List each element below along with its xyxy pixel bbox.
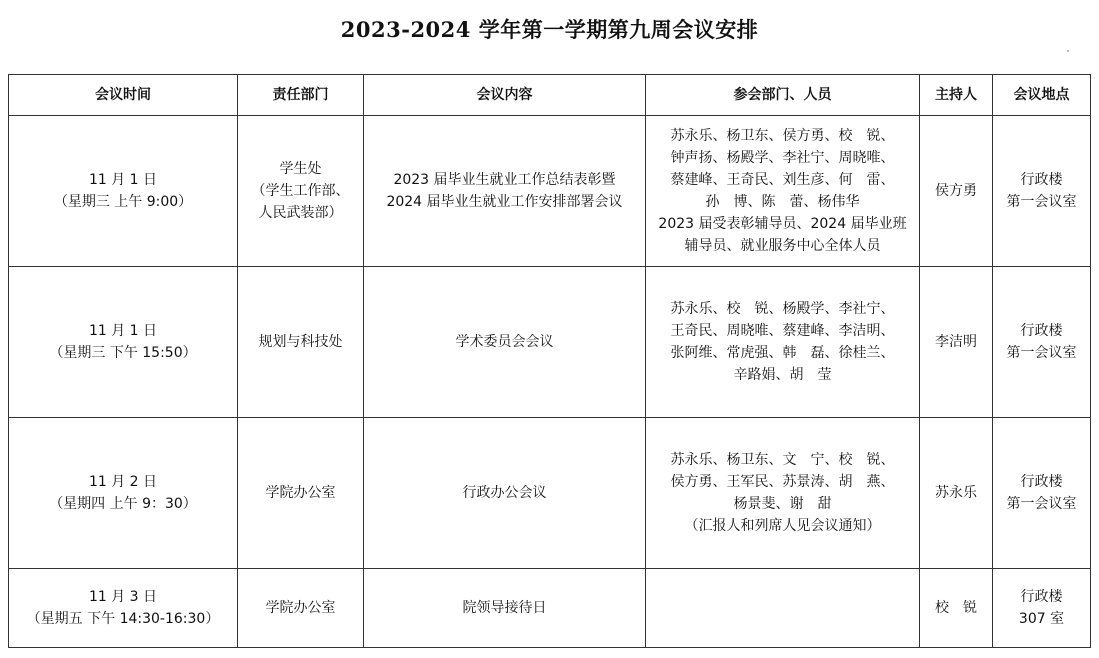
meeting-time-cell <box>9 116 238 267</box>
attendees-line: 孙 博、陈 蕾、杨伟华 <box>705 194 860 210</box>
attendees-line: 王奇民、周晓唯、蔡建峰、李洁明、 <box>670 323 895 339</box>
host-cell: 侯方勇 <box>920 116 993 267</box>
meeting-date: 11 月 1 日 <box>88 172 158 188</box>
location-line: 行政楼 <box>1020 589 1063 605</box>
meeting-time-cell <box>9 267 238 418</box>
content-line: 2024 届毕业生就业工作安排部署会议 <box>386 194 623 210</box>
content-line: 学术委员会会议 <box>455 334 554 350</box>
location-line: 行政楼 <box>1020 172 1063 188</box>
attendees-line: 苏永乐、杨卫东、文 宁、校 锐、 <box>670 452 895 468</box>
decorative-dot <box>1067 50 1069 52</box>
location-cell <box>993 116 1091 267</box>
meeting-time-cell <box>9 418 238 569</box>
meeting-date: 11 月 1 日 <box>88 323 158 339</box>
table-row <box>9 418 1091 569</box>
meeting-date: 11 月 2 日 <box>88 474 158 490</box>
attendees-cell <box>646 569 920 648</box>
location-line: 第一会议室 <box>1006 496 1077 512</box>
dept-cell <box>238 267 364 418</box>
meeting-weekday-time: （星期四 上午 9：30） <box>49 496 197 512</box>
table-header-row <box>9 75 1091 116</box>
meeting-schedule-table <box>8 74 1091 648</box>
dept-line: 人民武装部） <box>258 205 343 221</box>
location-cell <box>993 418 1091 569</box>
attendees-line: 侯方勇、王军民、苏景涛、胡 燕、 <box>670 474 895 490</box>
location-line: 第一会议室 <box>1006 345 1077 361</box>
attendees-line: 辛路娟、胡 莹 <box>733 367 832 383</box>
location-cell <box>993 267 1091 418</box>
attendees-line: 2023 届受表彰辅导员、2024 届毕业班 <box>658 216 907 232</box>
host-cell: 李洁明 <box>920 267 993 418</box>
location-line: 行政楼 <box>1020 323 1063 339</box>
content-cell <box>364 569 646 648</box>
content-cell <box>364 116 646 267</box>
content-line: 行政办公会议 <box>462 485 547 501</box>
dept-line: 学生处 <box>279 161 322 177</box>
page-title: 2023-2024 学年第一学期第九周会议安排 <box>340 17 759 42</box>
attendees-line: 杨景斐、谢 甜 <box>733 496 832 512</box>
attendees-line: 苏永乐、杨卫东、侯方勇、校 锐、 <box>670 128 895 144</box>
location-line: 行政楼 <box>1020 474 1063 490</box>
content-cell <box>364 418 646 569</box>
attendees-line: 苏永乐、校 锐、杨殿学、李社宁、 <box>670 301 895 317</box>
dept-cell <box>238 418 364 569</box>
content-line: 2023 届毕业生就业工作总结表彰暨 <box>393 172 616 188</box>
attendees-line: 辅导员、就业服务中心全体人员 <box>684 238 881 254</box>
meeting-time-cell <box>9 569 238 648</box>
header-location: 会议地点 <box>993 75 1091 116</box>
header-dept: 责任部门 <box>238 75 364 116</box>
location-line: 307 室 <box>1018 611 1065 627</box>
header-host: 主持人 <box>920 75 993 116</box>
meeting-weekday-time: （星期三 下午 15:50） <box>49 345 197 361</box>
attendees-line: （汇报人和列席人见会议通知） <box>684 518 881 534</box>
attendees-line: 蔡建峰、王奇民、刘生彦、何 雷、 <box>670 172 895 188</box>
header-time: 会议时间 <box>9 75 238 116</box>
host-cell: 校 锐 <box>920 569 993 648</box>
dept-line: 学院办公室 <box>265 485 336 501</box>
host-cell: 苏永乐 <box>920 418 993 569</box>
content-line: 院领导接待日 <box>462 600 547 616</box>
meeting-date: 11 月 3 日 <box>88 589 158 605</box>
attendees-cell <box>646 116 920 267</box>
content-cell <box>364 267 646 418</box>
meeting-weekday-time: （星期三 上午 9:00） <box>53 194 193 210</box>
location-line: 第一会议室 <box>1006 194 1077 210</box>
dept-line: （学生工作部、 <box>251 183 350 199</box>
dept-line: 学院办公室 <box>265 600 336 616</box>
header-attendees: 参会部门、人员 <box>646 75 920 116</box>
meeting-weekday-time: （星期五 下午 14:30-16:30） <box>26 611 220 627</box>
table-row <box>9 116 1091 267</box>
dept-line: 规划与科技处 <box>258 334 343 350</box>
table-row <box>9 267 1091 418</box>
table-row <box>9 569 1091 648</box>
attendees-line: 钟声扬、杨殿学、李社宁、周晓唯、 <box>670 150 895 166</box>
attendees-line: 张阿维、常虎强、韩 磊、徐桂兰、 <box>670 345 895 361</box>
header-content: 会议内容 <box>364 75 646 116</box>
attendees-cell <box>646 418 920 569</box>
dept-cell <box>238 569 364 648</box>
dept-cell <box>238 116 364 267</box>
location-cell <box>993 569 1091 648</box>
attendees-cell <box>646 267 920 418</box>
